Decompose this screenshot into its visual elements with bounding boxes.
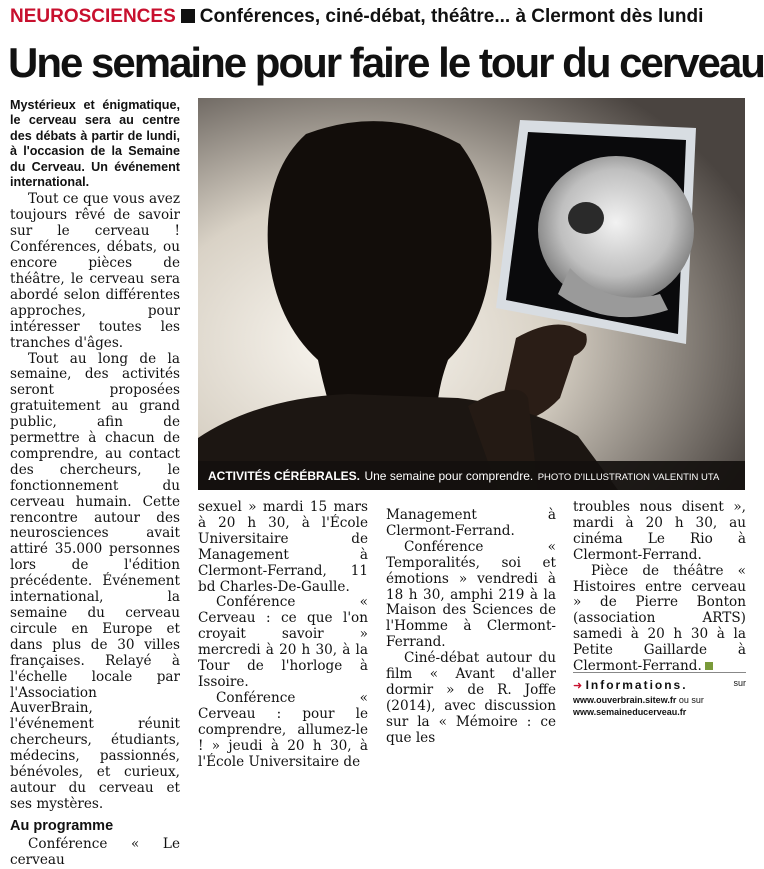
info-header [573, 678, 746, 692]
article-column-2 [198, 499, 368, 770]
paragraph-5-start: Conférence « Cerveau : pour le comprendre, allumez-le ! » jeudi à 20 h 30, à l'École Universitaire de [198, 689, 368, 770]
headline: Une semaine pour faire le tour du cerveau [8, 39, 764, 86]
article-column-1 [10, 98, 180, 868]
xray-photo-illustration [198, 98, 745, 490]
paragraph-5-cont: Management à Clermont-Ferrand. [386, 507, 556, 539]
arrow-right-icon: ➜ [573, 680, 583, 692]
info-connector: ou sur [678, 695, 704, 705]
paragraph-8-text: Pièce de théâtre « Histoires entre cerveau » de Pierre Bonton (association ARTS) samedi à 20 h 30 à la Petite Gaillarde à Clermont-Ferrand. [573, 562, 746, 675]
paragraph-4: Conférence « Cerveau : ce que l'on croyait savoir » mercredi à 20 h 30, à la Tour de l'horloge à Issoire. [198, 594, 368, 690]
end-square-icon [705, 662, 713, 670]
info-url-2[interactable]: www.semaineducerveau.fr [573, 707, 687, 717]
paragraph-7-start: Ciné-débat autour du film « Avant d'aller dormir » de R. Joffe (2014), avec discussion sur la « Mémoire : ce que les [386, 650, 556, 746]
article-intro: Mystérieux et énigmatique, le cerveau sera au centre des débats à partir de lundi, à l'occasion de la Semaine du Cerveau. Un événement international. [10, 98, 180, 190]
rubric-label: NEUROSCIENCES [10, 6, 176, 27]
caption-heading: ACTIVITÉS CÉRÉBRALES. [208, 469, 361, 483]
paragraph-6: Conférence « Temporalités, soi et émotions » vendredi à 18 h 30, amphi 219 à la Maison des Sciences de l'Homme à Clermont-Ferrand. [386, 538, 556, 651]
article-column-3 [386, 507, 556, 746]
paragraph-3-start: Conférence « Le cerveau [10, 835, 180, 868]
section-subhead: Au programme [10, 817, 114, 834]
photo-caption [198, 461, 745, 490]
article-photo [198, 98, 745, 490]
info-divider [573, 672, 746, 673]
info-box [573, 672, 746, 722]
kicker [10, 4, 750, 30]
info-sur: sur [733, 678, 746, 688]
paragraph-2: Tout au long de la semaine, des activités seront proposées gratuitement au grand public, afin de permettre à chacun de comprendre, au contact des chercheurs, le fonctionnement du cerveau humain. Cette rencontre autour des neurosciences avait attiré 35.000 personnes lors de l'édition précédente. Événement international, la semaine du cerveau circule en Europe et dans plus de 30 villes françaises. Relayé à l'échelle locale par l'Association AuverBrain, l'événement réunit chercheurs, étudiants, médecins, passionnés, bénévoles, et curieux, autour du cerveau et ses mystères. [10, 350, 180, 812]
photo-credit: PHOTO D'ILLUSTRATION VALENTIN UTA [537, 472, 720, 483]
paragraph-7-cont: troubles nous disent », mardi à 20 h 30, au cinéma Le Rio à Clermont-Ferrand. [573, 499, 746, 563]
info-url-1[interactable]: www.ouverbrain.sitew.fr [573, 695, 677, 705]
square-bullet-icon [181, 9, 195, 23]
kicker-text: Conférences, ciné-débat, théâtre... à Clermont dès lundi [199, 6, 704, 27]
caption-text: Une semaine pour comprendre. [364, 469, 534, 483]
paragraph-3-cont: sexuel » mardi 15 mars à 20 h 30, à l'École Universitaire de Management à Clermont-Ferrand, 11 bd Charles-De-Gaulle. [198, 499, 368, 595]
article-column-4 [573, 499, 746, 675]
paragraph-8 [573, 564, 746, 675]
info-title: Informations. [585, 678, 688, 692]
paragraph-1: Tout ce que vous avez toujours rêvé de savoir sur le cerveau ! Conférences, débats, ou encore pièces de théâtre, le cerveau sera abordé selon différentes approches, pour intéresser toutes les tranches d'âges. [10, 191, 180, 351]
info-links [573, 694, 746, 718]
